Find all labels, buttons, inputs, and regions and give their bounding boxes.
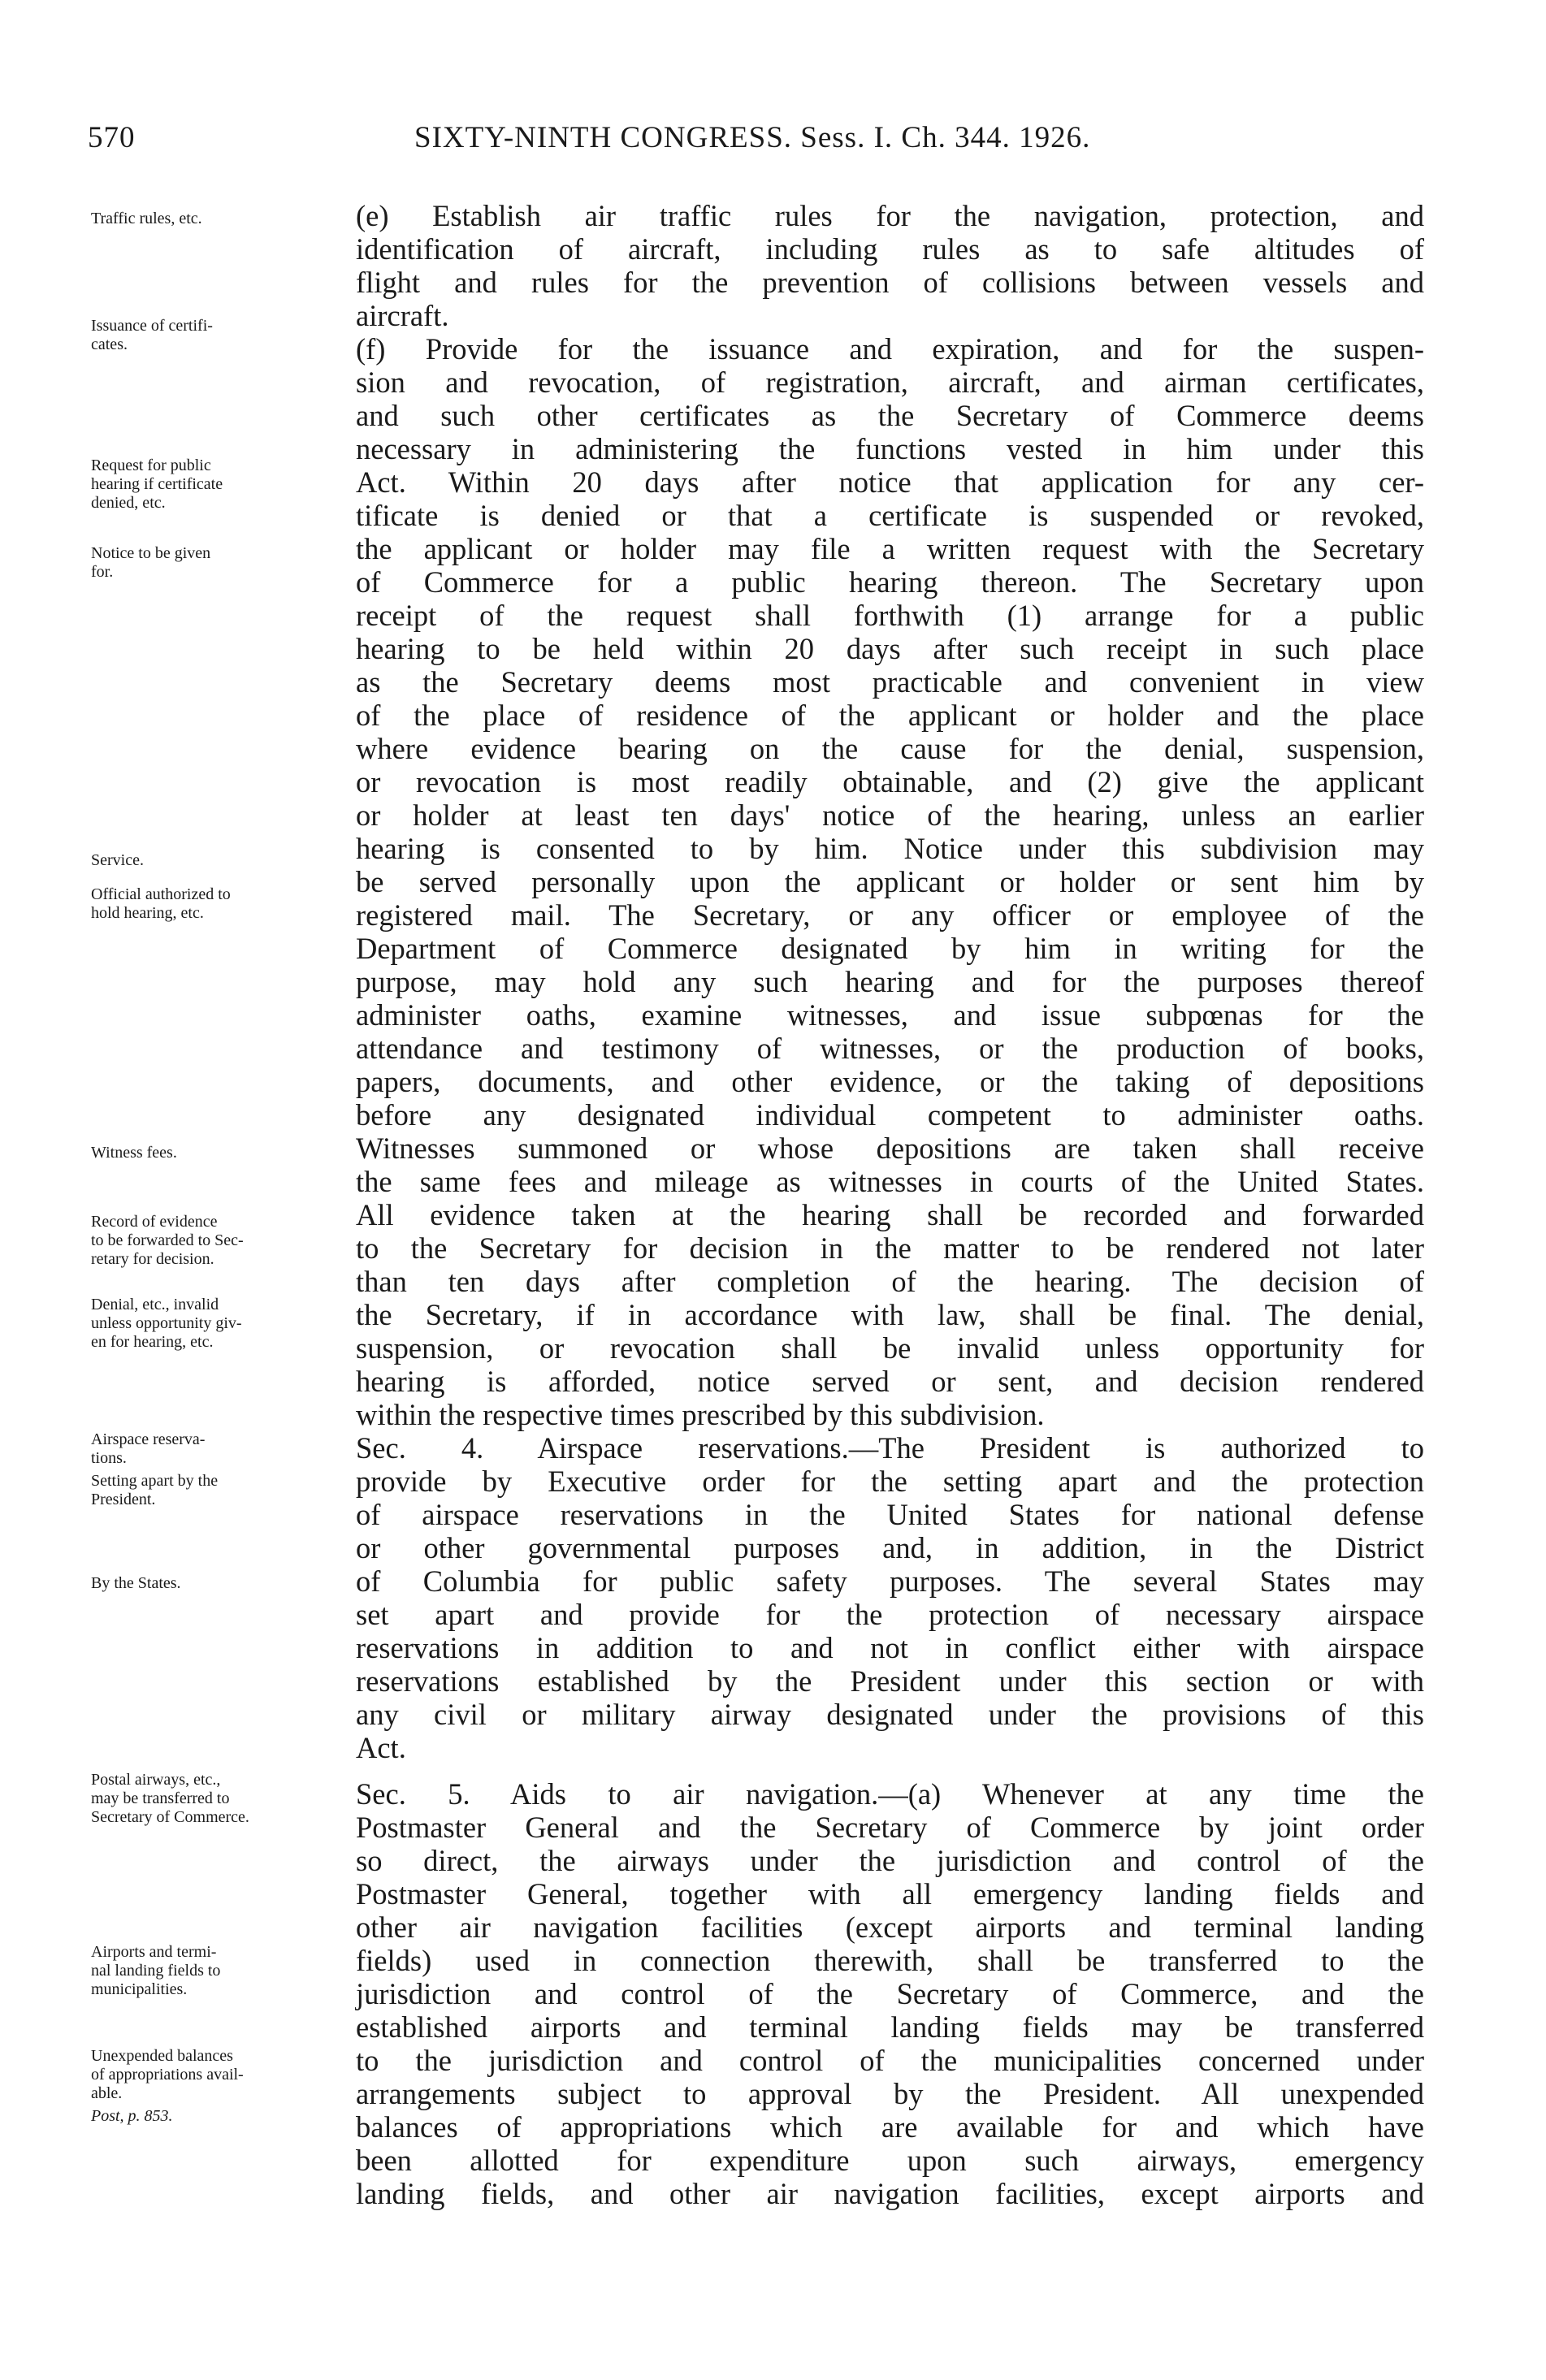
text-line: balances of appropriations which are available for and which have [356,2110,1424,2144]
text-line: reservations established by the President under this section or with [356,1664,1424,1698]
text-line: within the respective times prescribed by this subdivision. [356,1398,1045,1431]
section-5-heading-line: Sec. 5. Aids to air navigation.—(a) Whenever at any time the [356,1777,1424,1811]
text-line: the same fees and mileage as witnesses in courts of the United States. [356,1165,1424,1198]
text-line: set apart and provide for the protection of necessary airspace [356,1598,1424,1631]
text-line: sion and revocation, of registration, aircraft, and airman certificates, [356,366,1424,399]
margin-note: Postal airways, etc., may be transferred to Secretary of Commerce. [91,1771,249,1826]
text-line: registered mail. The Secretary, or any officer or employee of the [356,898,1424,932]
text-line: other air navigation facilities (except airports and terminal landing [356,1910,1424,1944]
text-line: tificate is denied or that a certificate is suspended or revoked, [356,499,1424,532]
text-line: to the Secretary for decision in the matter to be rendered not later [356,1231,1424,1265]
text-line: administer oaths, examine witnesses, and issue subpœnas for the [356,998,1424,1032]
text-line: aircraft. [356,299,449,332]
text-line: where evidence bearing on the cause for the denial, suspension, [356,732,1424,765]
text-line: of Columbia for public safety purposes. The several States may [356,1564,1424,1598]
text-line: established airports and terminal landing fields may be transferred [356,2010,1424,2044]
text-line: of airspace reservations in the United States for national defense [356,1498,1424,1531]
text-line: attendance and testimony of witnesses, or the production of books, [356,1032,1424,1065]
text-line: been allotted for expenditure upon such airways, emergency [356,2144,1424,2177]
margin-note: Unexpended balances of appropriations avail- able. [91,2047,244,2102]
text-line: (f) Provide for the issuance and expiration, and for the suspen- [356,332,1424,366]
margin-note: Post, p. 853. [91,2107,173,2125]
text-line: as the Secretary deems most practicable and convenient in view [356,665,1424,699]
text-line: hearing is consented to by him. Notice under this subdivision may [356,832,1424,865]
text-line: or revocation is most readily obtainable, and (2) give the applicant [356,765,1424,798]
text-line: (e) Establish air traffic rules for the navigation, protection, and [356,199,1424,232]
text-line: or other governmental purposes and, in addition, in the District [356,1531,1424,1564]
page-number: 570 [88,121,136,154]
text-line: hearing is afforded, notice served or sent, and decision rendered [356,1365,1424,1398]
running-head: SIXTY-NINTH CONGRESS. Sess. I. Ch. 344. 1926. [414,121,1091,154]
text-line: fields) used in connection therewith, shall be transferred to the [356,1944,1424,1977]
text-line: papers, documents, and other evidence, or the taking of depositions [356,1065,1424,1098]
text-line: purpose, may hold any such hearing and for the purposes thereof [356,965,1424,998]
text-line: necessary in administering the functions vested in him under this [356,432,1424,465]
text-line: Postmaster General, together with all emergency landing fields and [356,1877,1424,1910]
text-line: the Secretary, if in accordance with law, shall be final. The denial, [356,1298,1424,1331]
text-line: Department of Commerce designated by him in writing for the [356,932,1424,965]
text-line: jurisdiction and control of the Secretary of Commerce, and the [356,1977,1424,2010]
margin-note: Official authorized to hold hearing, etc. [91,885,231,922]
margin-note: Service. [91,851,144,869]
text-line: to the jurisdiction and control of the municipalities concerned under [356,2044,1424,2077]
text-line [356,2211,1424,2244]
margin-note: Witness fees. [91,1144,177,1162]
margin-note: By the States. [91,1574,181,1592]
margin-note: Record of evidence to be forwarded to Sec- retary for decision. [91,1213,244,1268]
margin-note: Denial, etc., invalid unless opportunity giv- en for hearing, etc. [91,1296,242,1351]
margin-note: Setting apart by the President. [91,1472,219,1508]
margin-note: Issuance of certifi- cates. [91,317,213,353]
text-line: and such other certificates as the Secretary of Commerce deems [356,399,1424,432]
text-line: so direct, the airways under the jurisdiction and control of the [356,1844,1424,1877]
text-line: provide by Executive order for the setting apart and the protection [356,1465,1424,1498]
text-line: Act. Within 20 days after notice that application for any cer- [356,465,1424,499]
text-line: arrangements subject to approval by the President. All unexpended [356,2077,1424,2110]
text-line: hearing to be held within 20 days after such receipt in such place [356,632,1424,665]
section-4-heading-line: Sec. 4. Airspace reservations.—The President is authorized to [356,1431,1424,1465]
text-line: or holder at least ten days' notice of the hearing, unless an earlier [356,798,1424,832]
text-line: All evidence taken at the hearing shall be recorded and forwarded [356,1198,1424,1231]
margin-note: Traffic rules, etc. [91,210,202,227]
page-header [88,120,1436,169]
text-line: than ten days after completion of the hearing. The decision of [356,1265,1424,1298]
text-line: Postmaster General and the Secretary of Commerce by joint order [356,1811,1424,1844]
text-line: of the place of residence of the applicant or holder and the place [356,699,1424,732]
margin-note: Request for public hearing if certificate denied, etc. [91,457,223,512]
text-line: reservations in addition to and not in conflict either with airspace [356,1631,1424,1664]
text-line: landing fields, and other air navigation facilities, except airports and [356,2177,1424,2210]
text-line: Act. [356,1731,406,1764]
margin-note: Airspace reserva- tions. [91,1430,206,1467]
text-line: the applicant or holder may file a written request with the Secretary [356,532,1424,565]
text-line: before any designated individual competent to administer oaths. [356,1098,1424,1132]
text-line: be served personally upon the applicant or holder or sent him by [356,865,1424,898]
text-line: identification of aircraft, including rules as to safe altitudes of [356,232,1424,266]
text-line: receipt of the request shall forthwith (1) arrange for a public [356,599,1424,632]
text-line: flight and rules for the prevention of collisions between vessels and [356,266,1424,299]
margin-note: Airports and termi- nal landing fields to municipalities. [91,1943,221,1998]
text-line: suspension, or revocation shall be invalid unless opportunity for [356,1331,1424,1365]
text-line: Witnesses summoned or whose depositions are taken shall receive [356,1132,1424,1165]
text-line: of Commerce for a public hearing thereon. The Secretary upon [356,565,1424,599]
text-line: any civil or military airway designated under the provisions of this [356,1698,1424,1731]
margin-note: Notice to be given for. [91,544,211,581]
